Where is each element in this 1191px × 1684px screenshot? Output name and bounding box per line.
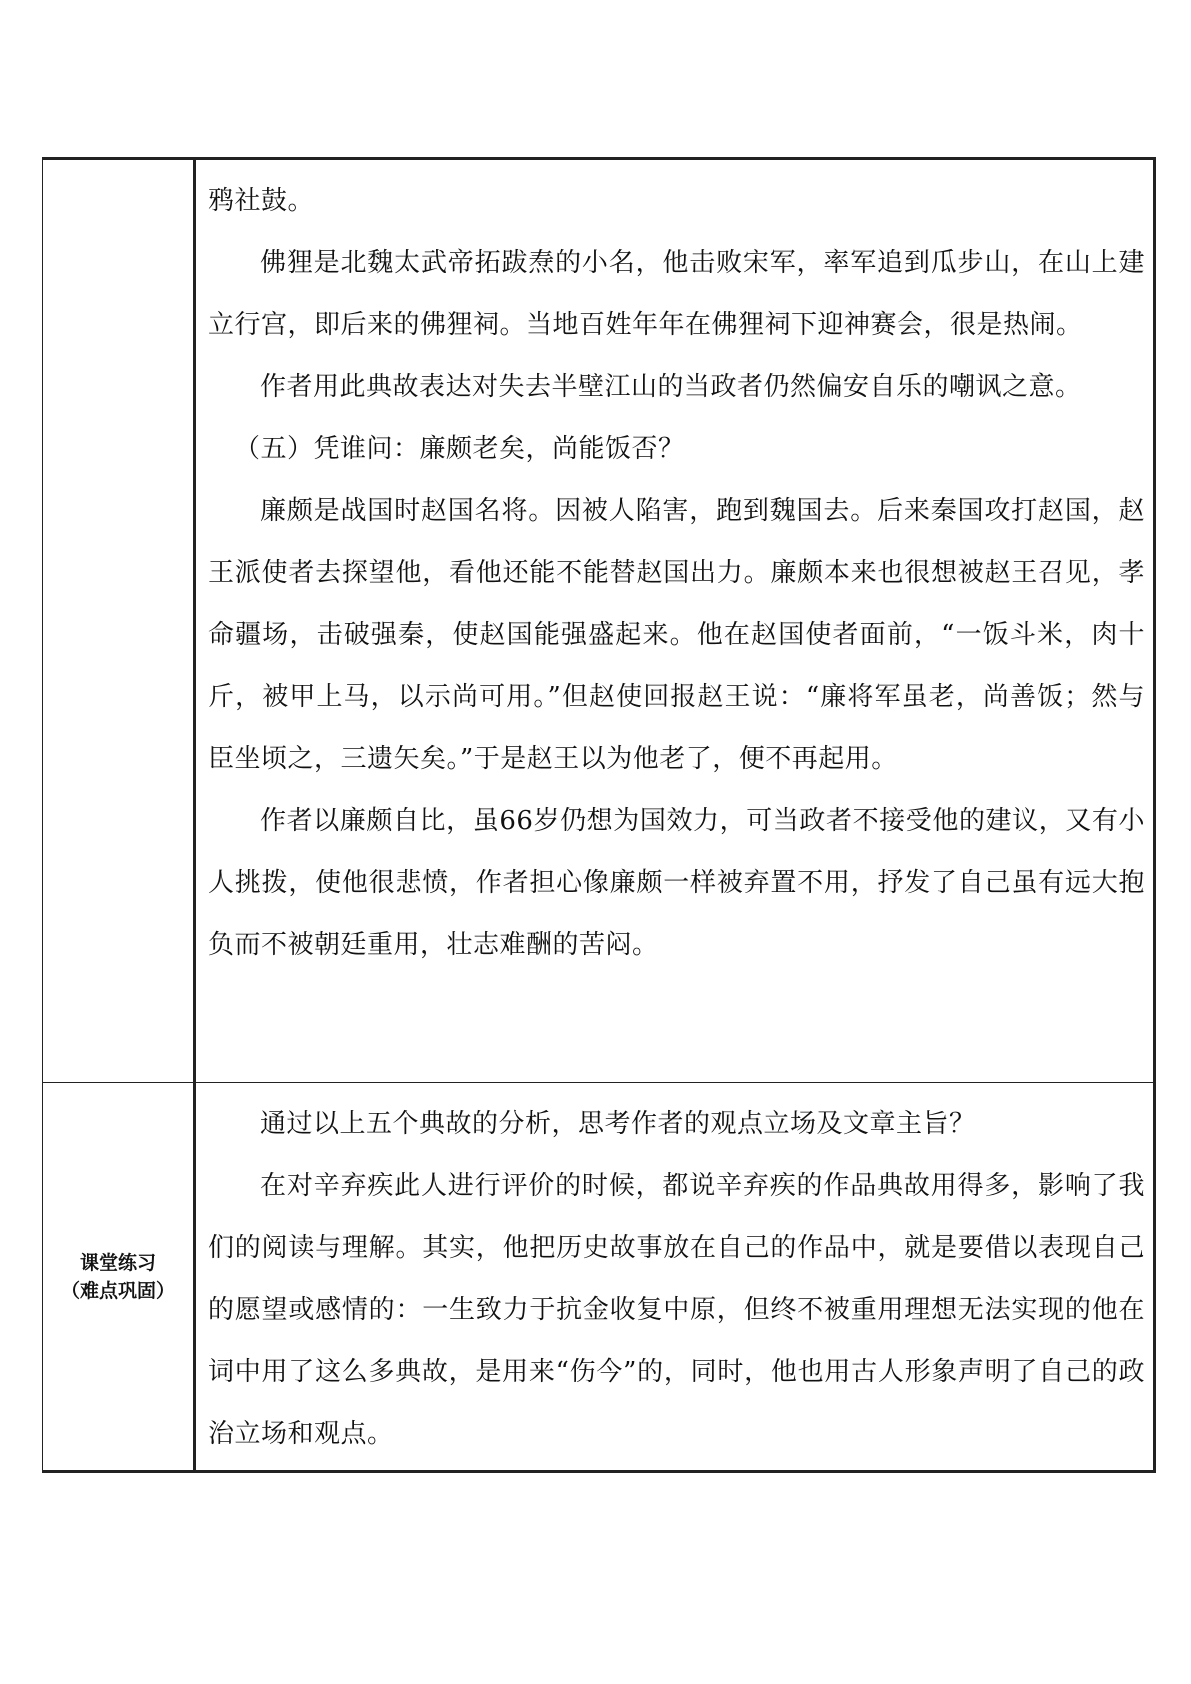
table-row [43, 1083, 1155, 1472]
row-label-cell [43, 1083, 195, 1472]
paragraph-foli-explanation: 佛狸是北魏太武帝拓跋焘的小名，他击败宋军，率军追到瓜步山，在山上建立行宫，即后来的佛狸祠。当地百姓年年在佛狸祠下迎神赛会，很是热闹。 [208, 248, 1145, 340]
label-difficulty-consolidation: （难点巩固） [60, 1279, 175, 1302]
paragraph-question: 通过以上五个典故的分析，思考作者的观点立场及文章主旨？ [260, 1109, 976, 1139]
label-classroom-practice: 课堂练习 [79, 1251, 156, 1274]
lesson-table [42, 157, 1156, 1473]
section-heading-five: （五）凭谁问：廉颇老矣，尚能饭否？ [234, 434, 685, 464]
table-row [43, 159, 1155, 1083]
paragraph-continuation: 鸦社鼓。 [208, 186, 315, 216]
paragraph-lianpo-meaning: 作者以廉颇自比，虽66岁仍想为国效力，可当政者不接受他的建议，又有小人挑拨，使他很悲愤，作者担心像廉颇一样被弃置不用，抒发了自己虽有远大抱负而不被朝廷重用，壮志难酬的苦闷。 [208, 806, 1145, 960]
row-label-cell [43, 159, 195, 1083]
row-content-cell [195, 1083, 1155, 1472]
paragraph-lianpo-story: 廉颇是战国时赵国名将。因被人陷害，跑到魏国去。后来秦国攻打赵国，赵王派使者去探望他，看他还能不能替赵国出力。廉颇本来也很想被赵王召见，孝命疆场，击破强秦，使赵国能强盛起来。他在赵国使者面前，“一饭斗米，肉十斤，被甲上马，以示尚可用。”但赵使回报赵王说：“廉将军虽老，尚善饭；然与臣坐顷之，三遗矢矣。”于是赵王以为他老了，便不再起用。 [208, 496, 1145, 774]
paragraph-answer: 在对辛弃疾此人进行评价的时候，都说辛弃疾的作品典故用得多，影响了我们的阅读与理解。其实，他把历史故事放在自己的作品中，就是要借以表现自己的愿望或感情的：一生致力于抗金收复中原，但终不被重用理想无法实现的他在词中用了这么多典故，是用来“伤今”的，同时，他也用古人形象声明了自己的政治立场和观点。 [208, 1171, 1145, 1449]
row-content-cell [195, 159, 1155, 1083]
paragraph-foli-meaning: 作者用此典故表达对失去半壁江山的当政者仍然偏安自乐的嘲讽之意。 [260, 372, 1082, 402]
